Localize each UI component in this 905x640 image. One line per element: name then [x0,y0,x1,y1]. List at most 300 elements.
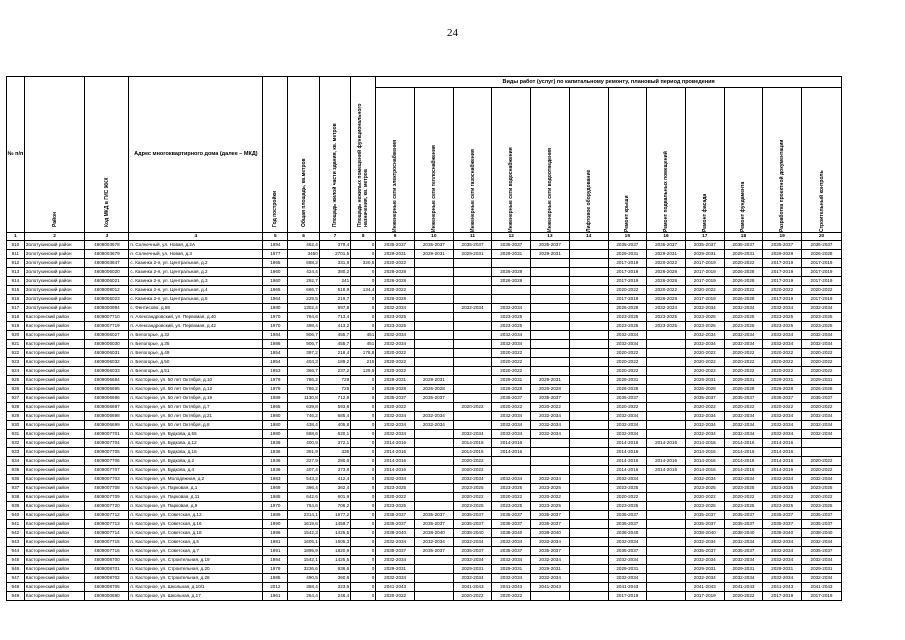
table-cell: 2020-2022 [685,349,724,358]
table-cell: Касторенский район [24,574,85,583]
table-cell [569,340,608,349]
table-cell: 0 [351,574,376,583]
table-cell: 642,6 [288,493,319,502]
table-cell: 1979 [263,565,288,574]
table-cell: п. Касторное, ул. Молодежная, д.2 [129,475,263,484]
table-cell: 1984 [263,556,288,565]
table-cell [453,331,492,340]
table-cell: 1820,9 [319,547,350,556]
table-cell: 2701,5 [319,250,350,259]
table-cell: 2032-2034 [608,421,647,430]
table-row [7,313,842,322]
table-cell: 2035-2037 [802,394,842,403]
table-cell: Золотухинский район [24,277,85,286]
table-cell [647,448,686,457]
table-cell: 2035-2037 [531,520,570,529]
table-cell: 930 [7,421,25,430]
table-cell: 936 [7,475,25,484]
table-cell: 0 [351,547,376,556]
table-cell: 685,4 [319,412,350,421]
table-cell: 2035-2037 [492,511,531,520]
table-cell: Касторенский район [24,421,85,430]
table-cell: 2032-2034 [763,538,802,547]
table-cell: 2020-2022 [724,367,763,376]
table-cell: 917 [7,304,25,313]
col-number: 6 [288,233,319,241]
col-header: Инженерные сети водоотведения [531,88,570,233]
table-cell [414,367,453,376]
table-cell [647,520,686,529]
table-cell: 404,3 [288,358,319,367]
table-cell: 1979 [263,385,288,394]
table-cell: 2020-2022 [802,457,842,466]
table-cell: 331,9 [319,259,350,268]
table-cell: 927 [7,394,25,403]
table-cell: 518,9 [319,286,350,295]
table-cell [414,304,453,313]
table-cell: 2026-2028 [724,295,763,304]
table-cell: 2035-2037 [685,520,724,529]
table-cell: 2032-2034 [414,538,453,547]
table-cell: 4609007706 [85,457,129,466]
table-cell: 925 [7,376,25,385]
table-cell: 4609007708 [85,484,129,493]
table-cell: 219,7 [319,295,350,304]
table-cell: 2020-2022 [608,349,647,358]
table-cell: 1970 [263,502,288,511]
table-cell: 2041-2043 [492,583,531,592]
table-cell [453,286,492,295]
table-cell: 292,7 [288,277,319,286]
table-cell: 2035-2037 [453,520,492,529]
col-number: 11 [453,233,492,241]
table-cell [531,259,570,268]
table-cell: 2035-2037 [608,241,647,250]
table-cell: 4608003647 [85,259,129,268]
table-cell: 920 [7,331,25,340]
table-cell: 264,4 [288,592,319,601]
table-cell: 2023-2025 [531,502,570,511]
col-header: Общая площадь, кв.метров [288,77,319,233]
table-cell: п. Белогорье, д.51 [129,367,263,376]
table-cell [647,421,686,430]
col-number: 20 [802,233,842,241]
table-cell: с. Казинка 2-я, ул. Центральная, д.4 [129,286,263,295]
table-cell: 2020-2022 [763,367,802,376]
table-cell: 933 [7,448,25,457]
table-cell [492,286,531,295]
table-cell: п. Касторное, ул. 50 лет Октября, д.21 [129,412,263,421]
table-cell: 2032-2034 [376,574,415,583]
table-cell: 2029-2031 [685,376,724,385]
table-cell: 2035-2037 [608,394,647,403]
table-cell: 2029-2031 [453,250,492,259]
table-cell: 4609006696 [85,394,129,403]
table-cell: п. Касторное, ул. Будкова, д.4 [129,466,263,475]
table-cell: 4609007705 [85,448,129,457]
table-cell [531,367,570,376]
table-row [7,331,842,340]
table-cell [569,349,608,358]
table-cell: 2023-2025 [685,322,724,331]
work-types-header: Виды работ (услуг) по капитальному ремонту, плановый период проведения [376,77,842,88]
table-cell: 0 [351,313,376,322]
table-cell: 4609008702 [85,574,129,583]
table-cell: 2035-2037 [453,547,492,556]
table-cell: 2017-2019 [608,259,647,268]
table-cell: 2032-2034 [685,421,724,430]
table-cell: 0 [351,421,376,430]
table-cell: п. Солнечный, ул. Новая, д.3 [129,250,263,259]
table-cell: 2012 [263,583,288,592]
table-cell: 2314,1 [288,511,319,520]
table-cell [414,259,453,268]
col-number: 17 [685,233,724,241]
table-cell: 0 [351,475,376,484]
table-cell [569,547,608,556]
table-cell [569,250,608,259]
table-cell: 4609000690 [85,592,129,601]
table-cell: 946 [7,565,25,574]
table-cell: 372,1 [319,439,350,448]
table-cell: 2020-2022 [647,286,686,295]
table-cell: 639,8 [288,403,319,412]
table-cell: 2020-2022 [492,349,531,358]
table-cell: 4609007714 [85,529,129,538]
table-cell: Касторенский район [24,367,85,376]
table-cell: 2020-2022 [724,592,763,601]
table-row [7,250,842,259]
table-cell: 215 [351,358,376,367]
table-cell: 2032-2034 [763,304,802,313]
table-cell: 2017-2019 [763,295,802,304]
table-cell: п. Касторное, ул. 50 лет Октября, д.12 [129,385,263,394]
table-cell: 2020-2022 [376,286,415,295]
table-cell: 2017-2019 [685,277,724,286]
table-cell: 948 [7,583,25,592]
table-cell: 2032-2034 [763,574,802,583]
table-cell: 2023-2025 [685,313,724,322]
table-cell: 4609007715 [85,538,129,547]
table-cell: п. Касторное, ул. Школьная, д.17 [129,592,263,601]
table-cell: 2023-2025 [608,322,647,331]
table-cell [569,376,608,385]
table-cell: 2020-2022 [608,493,647,502]
table-cell [647,547,686,556]
table-cell: 2035-2037 [531,547,570,556]
table-cell: Касторенский район [24,331,85,340]
table-cell: 915 [7,286,25,295]
table-cell [569,286,608,295]
table-cell: 910 [7,241,25,250]
table-cell: 2020-2022 [685,493,724,502]
table-cell: 2035-2037 [685,547,724,556]
table-cell: 2029-2031 [376,565,415,574]
table-cell: 397,2 [288,349,319,358]
table-cell [453,367,492,376]
table-row [7,511,842,520]
table-cell: 4609006694 [85,376,129,385]
col-header: № п/п [7,77,25,233]
table-cell: 0 [351,556,376,565]
table-cell: 1936 [263,466,288,475]
table-cell: Касторенский район [24,502,85,511]
table-cell: 2032-2034 [802,331,842,340]
table-cell: п. Белогорье, д.32 [129,331,263,340]
table-cell: 2014-2016 [376,439,415,448]
table-cell: 2032-2034 [763,556,802,565]
table-cell: 688,2 [288,259,319,268]
table-cell: 2038-2040 [724,529,763,538]
table-cell [531,592,570,601]
table-cell: Касторенский район [24,358,85,367]
table-cell: Касторенский район [24,322,85,331]
table-cell: Касторенский район [24,493,85,502]
table-cell: 2017-2019 [685,259,724,268]
table-cell: 2029-2031 [414,376,453,385]
table-cell: 129,5 [351,367,376,376]
table-cell: 2035-2037 [376,241,415,250]
table-cell: 413,2 [319,322,350,331]
table-cell [647,556,686,565]
table-cell: 2032-2034 [531,475,570,484]
table-cell: Касторенский район [24,403,85,412]
table-cell: 729 [319,385,350,394]
table-cell: 2020-2022 [802,403,842,412]
table-cell: 2014-2016 [608,439,647,448]
table-cell: 2029-2031 [376,250,415,259]
table-cell: 949 [7,592,25,601]
table-cell: 2032-2034 [763,430,802,439]
table-cell: 2023-2025 [608,502,647,511]
col-header: Разработка проектной документации [763,88,802,233]
table-cell: Касторенский район [24,430,85,439]
table-cell [531,322,570,331]
table-cell [531,340,570,349]
table-cell: 2041-2043 [802,583,842,592]
col-number: 12 [492,233,531,241]
table-cell: 2014-2016 [647,439,686,448]
table-cell: 4609008701 [85,565,129,574]
table-cell: 379,4 [319,241,350,250]
table-cell: 1994 [263,241,288,250]
table-cell [569,565,608,574]
table-cell [414,403,453,412]
table-cell [453,421,492,430]
table-cell: 1980 [263,304,288,313]
table-cell: 926 [7,385,25,394]
table-cell: 1980 [263,412,288,421]
table-cell: 2029-2031 [531,376,570,385]
table-cell: 2032-2034 [608,412,647,421]
table-cell: 0 [351,412,376,421]
table-cell: 1984 [263,331,288,340]
table-row [7,340,842,349]
table-cell: 2041-2043 [724,583,763,592]
table-cell: 1985 [263,574,288,583]
table-cell [414,295,453,304]
col-header: Инженерные сети газоснабжения [453,88,492,233]
table-cell: 400,9 [288,439,319,448]
table-cell: п. Касторное, ул. Будкова, д.55 [129,430,263,439]
table-cell [414,574,453,583]
table-cell: 2020-2022 [724,358,763,367]
table-cell: 2035-2037 [414,520,453,529]
table-cell: 2020-2022 [492,367,531,376]
table-cell: 4609006695 [85,385,129,394]
table-cell: Касторенский район [24,556,85,565]
table-cell: 2032-2034 [802,430,842,439]
table-cell: Касторенский район [24,583,85,592]
table-cell: 2026-2028 [492,268,531,277]
table-cell: 2032-2034 [376,556,415,565]
table-cell: 2032-2034 [376,538,415,547]
table-cell: 2038-2040 [802,529,842,538]
table-cell: 2032-2034 [453,304,492,313]
table-cell: 4609006032 [85,358,129,367]
table-cell: 2014-2016 [376,448,415,457]
table-cell [453,358,492,367]
table-cell: Касторенский район [24,394,85,403]
table-cell: 2020-2022 [453,592,492,601]
col-header: Год постройки [263,77,288,233]
table-cell: 2035-2037 [376,547,415,556]
table-cell: 4609008700 [85,556,129,565]
table-cell: 2014-2016 [453,439,492,448]
table-cell: 935 [7,466,25,475]
table-cell: 2020-2022 [724,403,763,412]
table-cell: 4608003678 [85,241,129,250]
table-cell: 2029-2031 [531,250,570,259]
table-cell: Касторенский район [24,538,85,547]
col-header: Площадь нежилых помещений функционального назначения, кв. метров [351,77,376,233]
table-cell: 2032-2034 [376,421,415,430]
table-cell: 2023-2025 [763,484,802,493]
table-row [7,502,842,511]
col-header: Ремонт фасада [685,88,724,233]
table-row [7,403,842,412]
table-cell: 2023-2025 [763,313,802,322]
table-cell: 2029-2031 [685,250,724,259]
col-number: 15 [608,233,647,241]
table-cell: 3450 [288,250,319,259]
table-cell: п. Касторное, ул. Парковая, д.9 [129,502,263,511]
table-row [7,457,842,466]
table-cell: 2035-2037 [802,520,842,529]
table-cell: 0 [351,295,376,304]
table-cell: 2032-2034 [376,304,415,313]
table-cell: 373,8 [319,466,350,475]
table-cell: 2023-2025 [608,313,647,322]
table-cell: 2020-2022 [685,358,724,367]
table-cell: 358,4 [288,583,319,592]
table-cell: 2023-2025 [608,484,647,493]
table-cell [531,448,570,457]
table-cell [569,574,608,583]
table-cell: 4609007709 [85,493,129,502]
table-row [7,277,842,286]
table-cell: 1989 [263,394,288,403]
table-cell: 1605,1 [288,538,319,547]
table-cell: 4609006027 [85,331,129,340]
table-cell: 462,4 [288,241,319,250]
table-cell: 2032-2034 [763,331,802,340]
table-cell: 0 [351,430,376,439]
table-cell: 2035-2037 [414,394,453,403]
table-cell: 2032-2034 [492,556,531,565]
table-cell: 2014-2016 [763,457,802,466]
table-cell [569,592,608,601]
table-cell: 2023-2025 [376,313,415,322]
table-row [7,295,842,304]
table-cell: 934 [7,457,25,466]
table-cell: 2020-2022 [763,358,802,367]
table-cell [647,493,686,502]
table-cell: 424,4 [288,268,319,277]
table-cell: 1960 [263,268,288,277]
table-cell: 2020-2022 [376,367,415,376]
table-cell: 4608006023 [85,295,129,304]
table-cell: 2029-2031 [531,565,570,574]
table-cell: 0 [351,376,376,385]
table-cell: 2017-2019 [763,268,802,277]
table-cell: 2020-2022 [376,403,415,412]
table-cell: 2032-2034 [724,574,763,583]
table-cell [492,466,531,475]
table-row [7,547,842,556]
table-cell: 2035-2037 [724,547,763,556]
table-cell: 0 [351,439,376,448]
table-cell: 794,6 [288,313,319,322]
table-cell: 4609007704 [85,439,129,448]
table-cell [453,259,492,268]
table-cell: 937 [7,484,25,493]
table-cell: 2032-2034 [802,574,842,583]
table-cell [414,268,453,277]
table-cell: 237,2 [319,367,350,376]
col-header: Ремонт подвальных помещений [647,88,686,233]
table-cell [453,322,492,331]
table-cell: 2020-2022 [608,286,647,295]
table-cell: 1130,8 [288,394,319,403]
table-cell [647,376,686,385]
table-cell: 2032-2034 [685,430,724,439]
table-cell: 1996 [263,529,288,538]
table-cell: 2020-2022 [685,403,724,412]
table-cell: 2020-2022 [492,403,531,412]
capital-repair-table [6,76,842,601]
table-row [7,304,842,313]
table-cell: Касторенский район [24,547,85,556]
table-cell: 0 [351,394,376,403]
table-cell [569,448,608,457]
table-cell: 2035-2037 [608,547,647,556]
table-cell: с. Фентисово, д.58 [129,304,263,313]
table-cell: 2017-2019 [685,592,724,601]
table-cell: 2032-2034 [453,475,492,484]
table-cell: 2032-2034 [492,538,531,547]
table-cell: 2032-2034 [802,340,842,349]
table-cell: 2035-2037 [531,241,570,250]
table-cell: Касторенский район [24,511,85,520]
table-cell: 0 [351,520,376,529]
table-cell: 764,6 [288,502,319,511]
table-cell: 451 [351,331,376,340]
table-cell: 2035-2037 [453,511,492,520]
table-cell: 455,7 [319,340,350,349]
table-cell: п. Александровский, ул. Первомая, д.40 [129,313,263,322]
table-cell: 2026-2028 [376,277,415,286]
